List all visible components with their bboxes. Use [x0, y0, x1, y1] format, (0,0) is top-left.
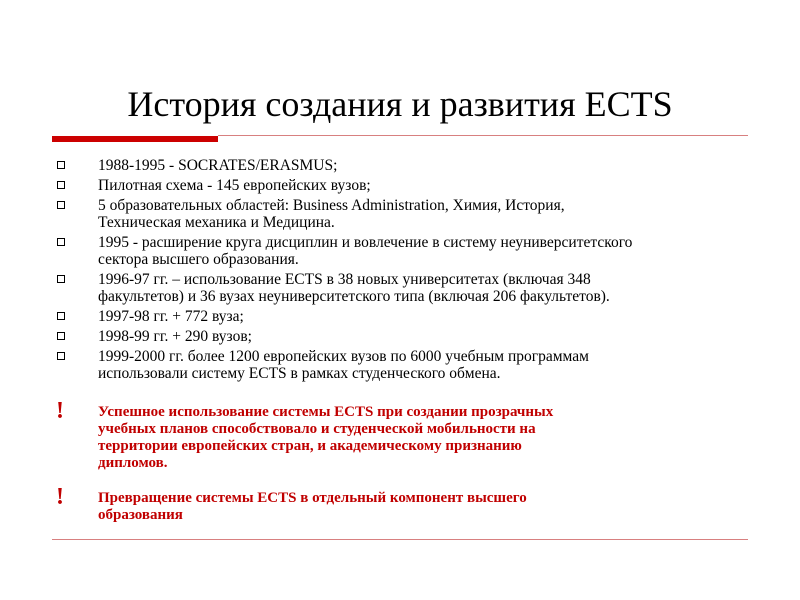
hollow-square-bullet-icon	[57, 161, 65, 169]
highlight-item	[0, 484, 800, 524]
hollow-square-bullet-icon	[57, 352, 65, 360]
bottom-divider-line	[52, 539, 748, 540]
hollow-square-bullet-icon	[57, 275, 65, 283]
list-item	[0, 197, 800, 231]
list-item	[0, 308, 800, 325]
hollow-square-bullet-icon	[57, 201, 65, 209]
slide-title: История создания и развития ECTS	[127, 84, 673, 124]
list-item	[0, 177, 800, 194]
bullet-list	[0, 157, 800, 385]
list-item	[0, 157, 800, 174]
list-item-text: 1996-97 гг. – использование ECTS в 38 новых университетах (включая 348 факультетов) и 36 вузах неуниверситетского типа (включая 206 факультетов).	[98, 271, 610, 305]
list-item	[0, 348, 800, 382]
hollow-square-bullet-icon	[57, 332, 65, 340]
title-accent-bar	[52, 136, 218, 142]
list-item-text: 1998-99 гг. + 290 вузов;	[98, 328, 252, 345]
list-item-text: 1999-2000 гг. более 1200 европейских вузов по 6000 учебным программам использовали систему ECTS в рамках студенческого обмена.	[98, 348, 589, 382]
hollow-square-bullet-icon	[57, 238, 65, 246]
exclamation-icon: !	[56, 398, 64, 424]
list-item-text: 5 образовательных областей: Business Administration, Химия, История, Техническая механика и Медицина.	[98, 197, 565, 231]
list-item-text: Пилотная схема - 145 европейских вузов;	[98, 177, 371, 194]
highlight-list	[0, 398, 800, 524]
highlight-text: Успешное использование системы ECTS при создании прозрачных учебных планов способствовало и студенческой мобильности на территории европейских стран, и академическому признанию дипломов.	[98, 404, 554, 471]
list-item-text: 1988-1995 - SOCRATES/ERASMUS;	[98, 157, 338, 174]
list-item-text: 1997-98 гг. + 772 вуза;	[98, 308, 244, 325]
exclamation-icon: !	[56, 484, 64, 510]
list-item	[0, 271, 800, 305]
list-item	[0, 234, 800, 268]
title-divider-line	[218, 135, 748, 136]
hollow-square-bullet-icon	[57, 181, 65, 189]
hollow-square-bullet-icon	[57, 312, 65, 320]
highlight-item	[0, 398, 800, 472]
highlight-text: Превращение системы ECTS в отдельный компонент высшего образования	[98, 490, 527, 523]
list-item-text: 1995 - расширение круга дисциплин и вовлечение в систему неуниверситетского сектора высшего образования.	[98, 234, 633, 268]
list-item	[0, 328, 800, 345]
